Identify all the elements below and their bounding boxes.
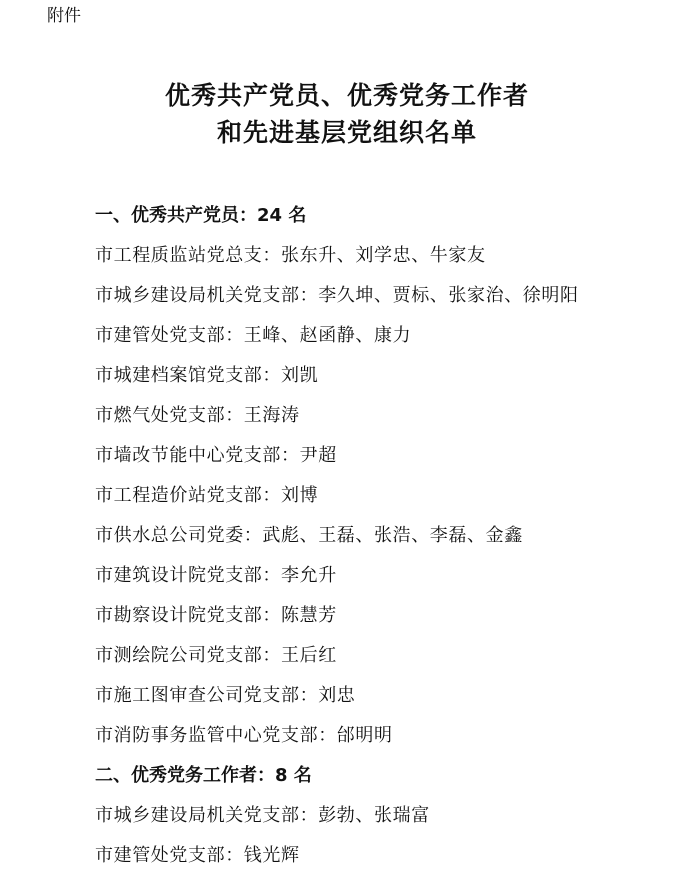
list-item: 市建管处党支部：钱光辉	[95, 845, 300, 866]
list-item: 市工程质监站党总支：张东升、刘学忠、牛家友	[95, 245, 486, 266]
list-item: 市建筑设计院党支部：李允升	[95, 565, 337, 586]
list-item: 市消防事务监管中心党支部：邰明明	[95, 725, 393, 746]
section-heading-outstanding-party-workers: 二、优秀党务工作者：8 名	[95, 765, 312, 786]
list-item: 市测绘院公司党支部：王后红	[95, 645, 337, 666]
list-item: 市供水总公司党委：武彪、王磊、张浩、李磊、金鑫	[95, 525, 523, 546]
list-item: 市城乡建设局机关党支部：李久坤、贾标、张家治、徐明阳	[95, 285, 579, 306]
list-item: 市勘察设计院党支部：陈慧芳	[95, 605, 337, 626]
list-item: 市墙改节能中心党支部：尹超	[95, 445, 337, 466]
list-item: 市城乡建设局机关党支部：彭勃、张瑞富	[95, 805, 430, 826]
list-item: 市城建档案馆党支部：刘凯	[95, 365, 319, 386]
attachment-label: 附件	[47, 6, 81, 26]
section-heading-outstanding-members: 一、优秀共产党员：24 名	[95, 205, 307, 226]
document-title-line-2: 和先进基层党组织名单	[216, 118, 477, 147]
list-item: 市工程造价站党支部：刘博	[95, 485, 319, 506]
list-item: 市燃气处党支部：王海涛	[95, 405, 300, 426]
list-item: 市施工图审查公司党支部：刘忠	[95, 685, 356, 706]
document-title-line-1: 优秀共产党员、优秀党务工作者	[164, 81, 529, 110]
list-item: 市建管处党支部：王峰、赵函静、康力	[95, 325, 412, 346]
